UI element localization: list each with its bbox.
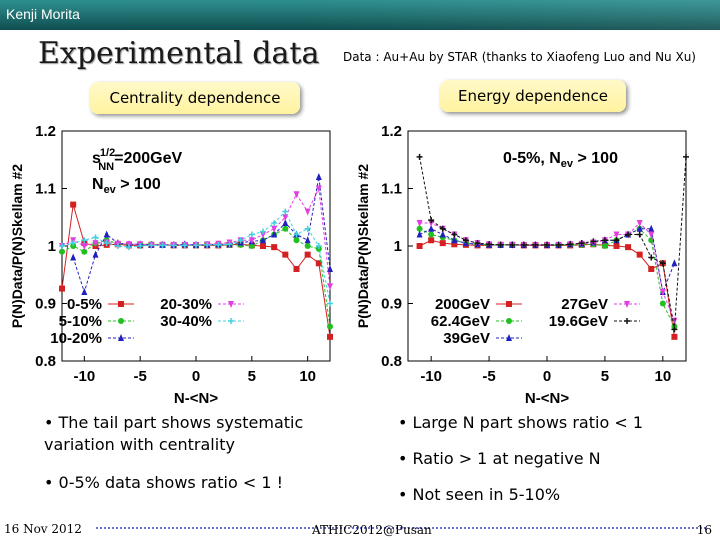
y-axis-label: P(N)Data/P(N)Skellam #2 xyxy=(9,163,25,329)
left-bullets xyxy=(44,412,303,494)
footer-event: ATHIC2012@Pusan xyxy=(312,523,432,537)
data-point xyxy=(440,240,446,246)
left-bullet-1: • The tail part shows systematic xyxy=(44,413,304,432)
data-point xyxy=(683,154,689,160)
legend-label: 62.4GeV xyxy=(430,313,490,330)
y-tick-label: 1 xyxy=(393,238,402,255)
data-point xyxy=(327,301,333,307)
data-point xyxy=(93,234,99,240)
header-stripe xyxy=(300,0,720,30)
data-point xyxy=(305,226,311,232)
energy-label: Energy dependence xyxy=(440,80,626,112)
data-credit: Data : Au+Au by STAR (thanks to Xiaofeng Luo and Nu Xu) xyxy=(343,50,696,64)
data-point xyxy=(282,226,288,232)
legend-marker xyxy=(118,301,124,307)
data-point xyxy=(305,252,311,258)
data-point xyxy=(648,266,654,272)
data-point xyxy=(637,220,643,227)
x-tick-label: 0 xyxy=(542,368,552,385)
data-point xyxy=(260,243,266,249)
data-point xyxy=(260,229,266,235)
data-point xyxy=(70,202,76,208)
legend-marker xyxy=(506,318,512,324)
y-tick-label: 1.2 xyxy=(381,123,402,140)
data-point xyxy=(327,334,333,340)
y-axis-label: P(N)Data/P(N)Skellam #2 xyxy=(355,163,371,329)
data-point xyxy=(648,232,654,239)
x-tick-label: 10 xyxy=(654,368,672,385)
data-point xyxy=(625,244,631,250)
energy-chart xyxy=(352,115,702,405)
legend-label: 5-10% xyxy=(58,313,102,330)
y-tick-label: 1 xyxy=(47,238,56,255)
data-point xyxy=(637,232,643,238)
data-point xyxy=(428,237,434,243)
right-bullet-2: • Ratio > 1 at negative N xyxy=(398,449,601,468)
data-point xyxy=(671,259,677,266)
legend-label: 27GeV xyxy=(561,296,608,313)
data-point xyxy=(294,266,300,272)
data-point xyxy=(305,236,311,243)
y-tick-label: 0.8 xyxy=(381,353,402,370)
data-point xyxy=(305,243,311,249)
data-point xyxy=(282,209,288,215)
data-point xyxy=(294,237,300,243)
y-tick-label: 0.8 xyxy=(35,353,56,370)
right-bullet-3: • Not seen in 5-10% xyxy=(398,485,561,504)
data-point xyxy=(104,231,110,238)
data-point xyxy=(249,232,255,238)
data-point xyxy=(59,286,65,292)
data-point xyxy=(294,191,300,198)
x-tick-label: -10 xyxy=(420,368,443,385)
x-tick-label: 0 xyxy=(191,368,201,385)
y-tick-label: 1.1 xyxy=(381,180,402,198)
data-point xyxy=(648,255,654,261)
data-point xyxy=(316,173,322,180)
legend-label: 200GeV xyxy=(434,296,490,313)
data-point xyxy=(271,244,277,250)
x-tick-label: -10 xyxy=(73,368,96,385)
x-axis-label: N-<N> xyxy=(173,390,219,407)
y-tick-label: 1.1 xyxy=(35,180,56,198)
right-bullets xyxy=(398,412,643,506)
legend-label: 20-30% xyxy=(160,296,212,313)
y-tick-label: 0.9 xyxy=(35,295,56,313)
x-tick-label: 10 xyxy=(299,368,317,385)
series-line xyxy=(62,212,330,304)
y-tick-label: 0.9 xyxy=(381,295,402,313)
page-number: 16 xyxy=(696,523,712,537)
data-point xyxy=(660,301,666,307)
x-tick-label: 5 xyxy=(600,368,610,385)
centrality-chart xyxy=(0,115,340,405)
header-bar xyxy=(0,0,720,30)
data-point xyxy=(271,226,277,233)
data-point xyxy=(70,254,76,261)
data-point xyxy=(305,209,311,216)
data-point xyxy=(81,288,87,295)
author-name: Kenji Morita xyxy=(6,6,80,22)
data-point xyxy=(81,243,87,250)
left-bullet-1-cont: variation with centrality xyxy=(44,435,235,454)
legend-label: 39GeV xyxy=(443,330,490,347)
data-point xyxy=(671,334,677,340)
data-point xyxy=(637,252,643,258)
series-30-40% xyxy=(59,209,333,307)
annotation-centrality: 0-5%, $N_{ev} > 100$ xyxy=(503,150,618,170)
centrality-label: Centrality dependence xyxy=(90,82,300,114)
annotation-events: $N_{ev} > 100$ xyxy=(92,176,161,196)
series-20-30% xyxy=(59,186,333,291)
legend-label: 10-20% xyxy=(50,330,102,347)
x-tick-label: -5 xyxy=(133,368,147,385)
annotation-energy: s1/2 NN=200GeV xyxy=(92,147,183,173)
data-point xyxy=(93,251,99,258)
slide-title: Experimental data xyxy=(38,36,320,71)
y-tick-label: 1.2 xyxy=(35,123,56,140)
x-axis-label: N-<N> xyxy=(524,390,570,407)
data-point xyxy=(417,243,423,249)
data-point xyxy=(417,154,423,160)
x-tick-label: -5 xyxy=(482,368,496,385)
legend-label: 30-40% xyxy=(160,313,212,330)
data-point xyxy=(428,232,434,238)
legend-marker xyxy=(506,301,512,307)
data-point xyxy=(327,283,333,290)
legend-label: 0-5% xyxy=(66,296,102,313)
data-point xyxy=(282,252,288,258)
legend-marker xyxy=(228,318,234,324)
left-bullet-2: • 0-5% data shows ratio < 1 ! xyxy=(44,473,283,492)
right-bullet-1: • Large N part shows ratio < 1 xyxy=(398,413,643,432)
footer-date: 16 Nov 2012 xyxy=(4,522,82,536)
series-line xyxy=(62,189,330,287)
legend-marker xyxy=(118,318,124,324)
data-point xyxy=(614,243,620,249)
x-tick-label: 5 xyxy=(247,368,257,385)
series-line xyxy=(420,229,675,292)
legend-marker xyxy=(624,318,630,324)
legend-label: 19.6GeV xyxy=(548,313,608,330)
data-point xyxy=(327,324,333,330)
